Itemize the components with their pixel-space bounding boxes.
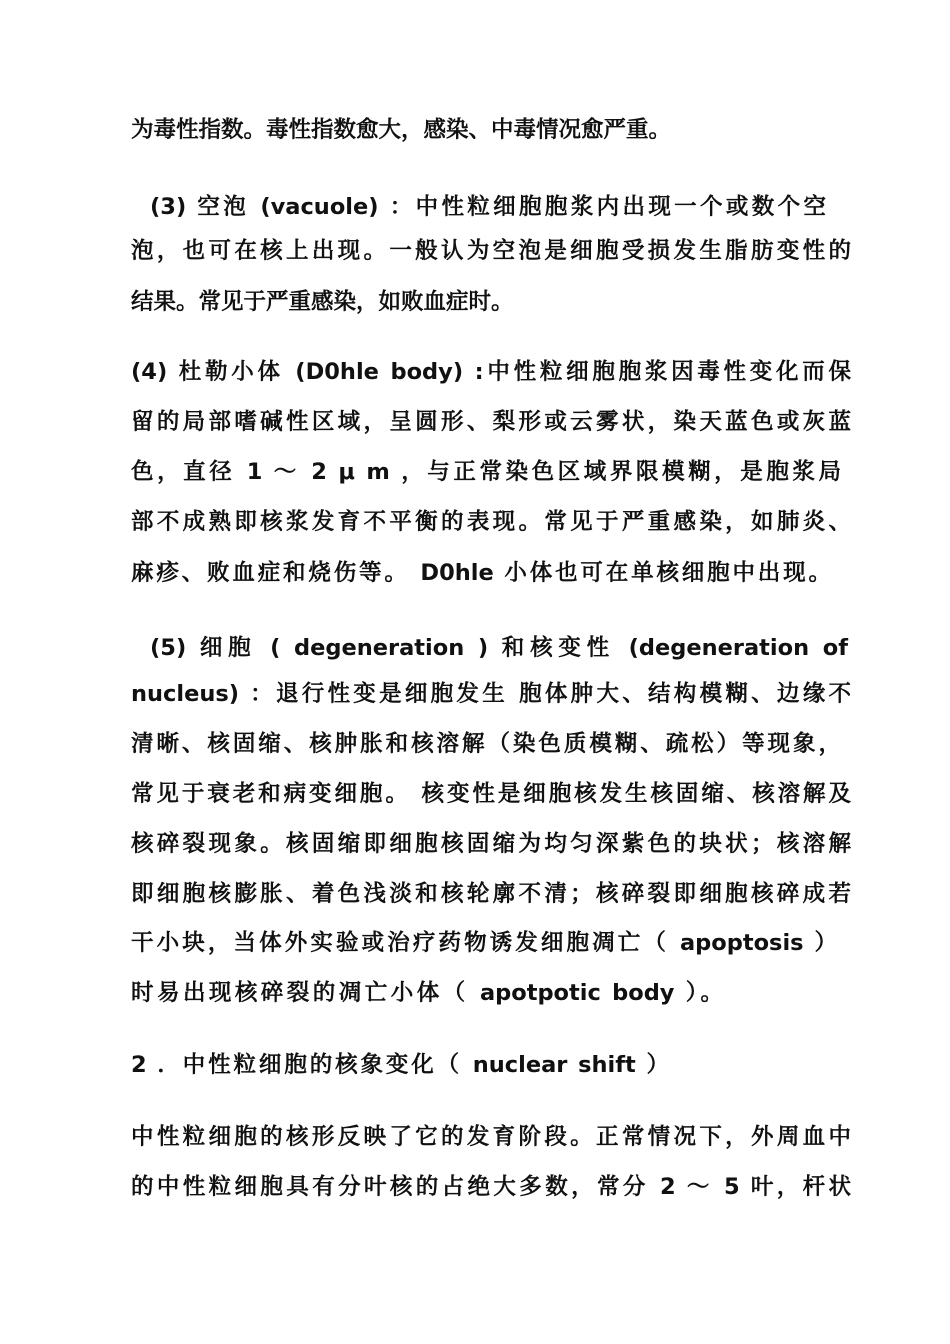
text-line: 的中性粒细胞具有分叶核的占绝大多数，常分 2 ～ 5 叶，杆状	[131, 1174, 851, 1200]
text-line: 留的局部嗜碱性区域，呈圆形、梨形或云雾状，染天蓝色或灰蓝	[131, 409, 851, 435]
text-line: 部不成熟即核浆发育不平衡的表现。常见于严重感染，如肺炎、	[131, 509, 851, 535]
text-line: nucleus) ：退行性变是细胞发生 胞体肿大、结构模糊、边缘不	[131, 681, 851, 707]
text-line: (3) 空泡 (vacuole) ：中性粒细胞胞浆内出现一个或数个空	[150, 194, 826, 220]
text-line: 泡，也可在核上出现。一般认为空泡是细胞受损发生脂肪变性的	[131, 238, 851, 264]
text-line: 即细胞核膨胀、着色浅淡和核轮廓不清；核碎裂即细胞核碎成若	[131, 881, 851, 907]
text-line: 麻疹、败血症和烧伤等。 D0hle 小体也可在单核细胞中出现。	[131, 560, 831, 586]
text-line: 常见于衰老和病变细胞。 核变性是细胞核发生核固缩、核溶解及	[131, 781, 851, 807]
text-line: 干小块，当体外实验或治疗药物诱发细胞凋亡（ apoptosis ）	[131, 930, 837, 956]
text-line: 清晰、核固缩、核肿胀和核溶解（染色质模糊、疏松）等现象，	[131, 731, 841, 757]
section-heading: 2 ．中性粒细胞的核象变化（ nuclear shift ）	[131, 1052, 669, 1078]
text-line: (4) 杜勒小体 (D0hle body) :中性粒细胞胞浆因毒性变化而保	[131, 359, 851, 385]
text-line: 中性粒细胞的核形反映了它的发育阶段。正常情况下，外周血中	[131, 1124, 851, 1150]
text-line: (5) 细胞 ( degeneration ) 和核变性 (degeneration of	[150, 635, 848, 661]
text-line: 为毒性指数。毒性指数愈大，感染、中毒情况愈严重。	[131, 117, 672, 143]
text-line: 时易出现核碎裂的凋亡小体（ apotpotic body ）。	[131, 980, 723, 1006]
text-line: 结果。常见于严重感染，如败血症时。	[131, 289, 514, 315]
text-line: 色，直径 1 ～ 2 μ m ，与正常染色区域界限模糊，是胞浆局	[131, 459, 841, 485]
text-line: 核碎裂现象。核固缩即细胞核固缩为均匀深紫色的块状；核溶解	[131, 831, 851, 857]
